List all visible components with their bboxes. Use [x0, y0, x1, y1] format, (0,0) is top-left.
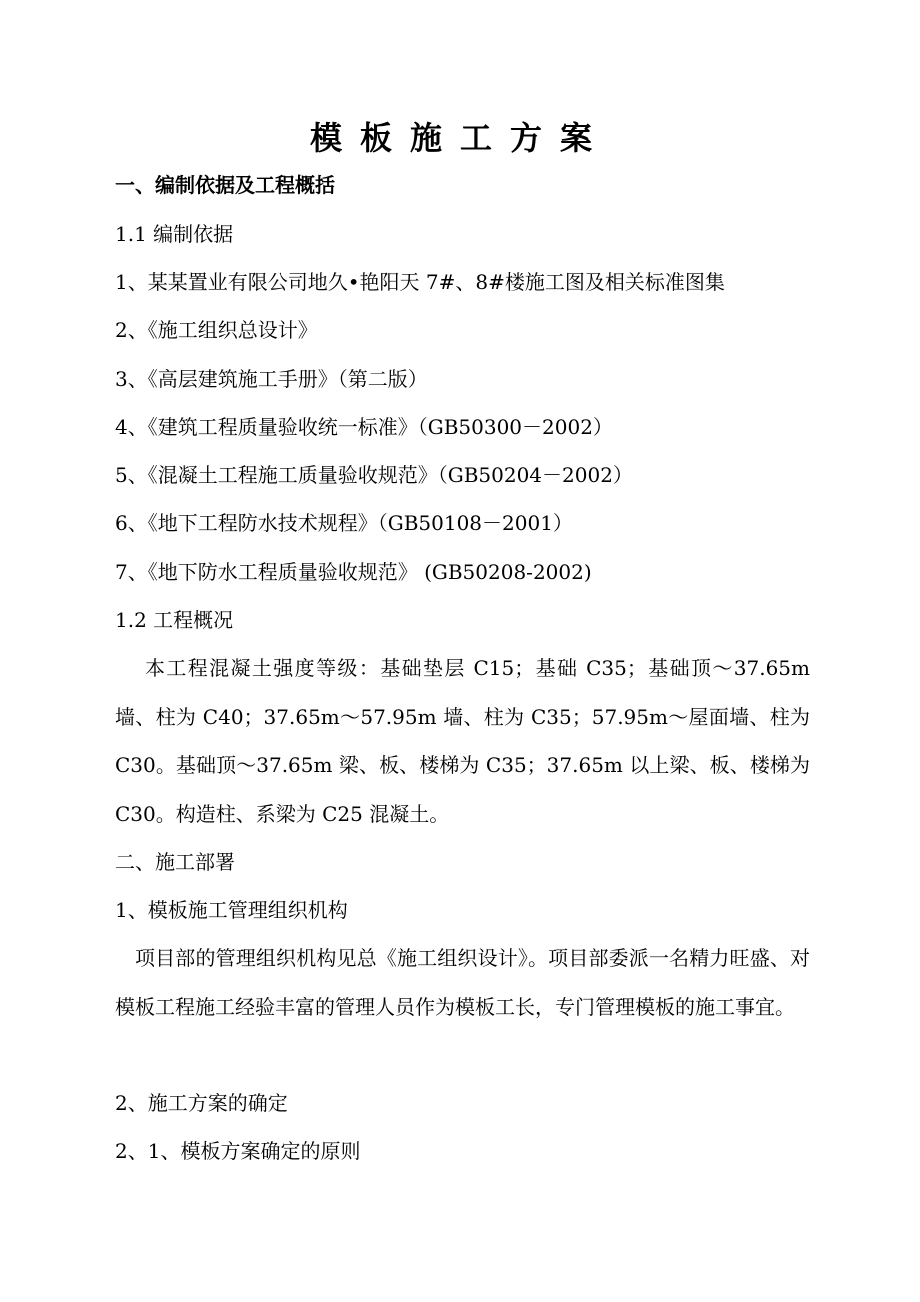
organization-paragraph: 项目部的管理组织机构见总《施工组织设计》。项目部委派一名精力旺盛、对模板工程施工经验丰富的管理人员作为模板工长，专门管理模板的施工事宜。: [115, 946, 810, 1019]
subheading-1-2: 1.2 工程概况: [115, 608, 234, 632]
reference-item-7: 7、《地下防水工程质量验收规范》 (GB50208-2002): [115, 560, 592, 584]
reference-item-3: 3、《高层建筑施工手册》（第二版）: [115, 367, 428, 391]
reference-item-2: 2、《施工组织总设计》: [115, 318, 318, 342]
subheading-2-2-1: 2、1、模板方案确定的原则: [115, 1139, 361, 1163]
section-heading-2: 二、施工部署: [115, 850, 235, 874]
project-overview-paragraph: 本工程混凝土强度等级：基础垫层 C15；基础 C35；基础顶～37.65m 墙、柱为 C40；37.65m～57.95m 墙、柱为 C35；57.95m～屋面墙、柱为 C30。基础顶～37.65m 梁、板、楼梯为 C35；37.65m 以上梁、板、楼梯为 C30。构造柱、系梁为 C25 混凝土。: [115, 656, 810, 826]
subheading-2-1: 1、模板施工管理组织机构: [115, 898, 348, 922]
reference-item-6: 6、《地下工程防水技术规程》（GB50108－2001）: [115, 511, 573, 535]
subheading-1-1: 1.1 编制依据: [115, 222, 234, 246]
reference-item-5: 5、《混凝土工程施工质量验收规范》（GB50204－2002）: [115, 463, 633, 487]
reference-item-4: 4、《建筑工程质量验收统一标准》（GB50300－2002）: [115, 415, 613, 439]
document-title: 模板施工方案: [309, 119, 610, 157]
section-heading-1: 一、编制依据及工程概括: [115, 173, 335, 197]
subheading-2-2: 2、施工方案的确定: [115, 1091, 288, 1115]
reference-item-1: 1、某某置业有限公司地久•艳阳天 7#、8#楼施工图及相关标准图集: [115, 270, 725, 294]
